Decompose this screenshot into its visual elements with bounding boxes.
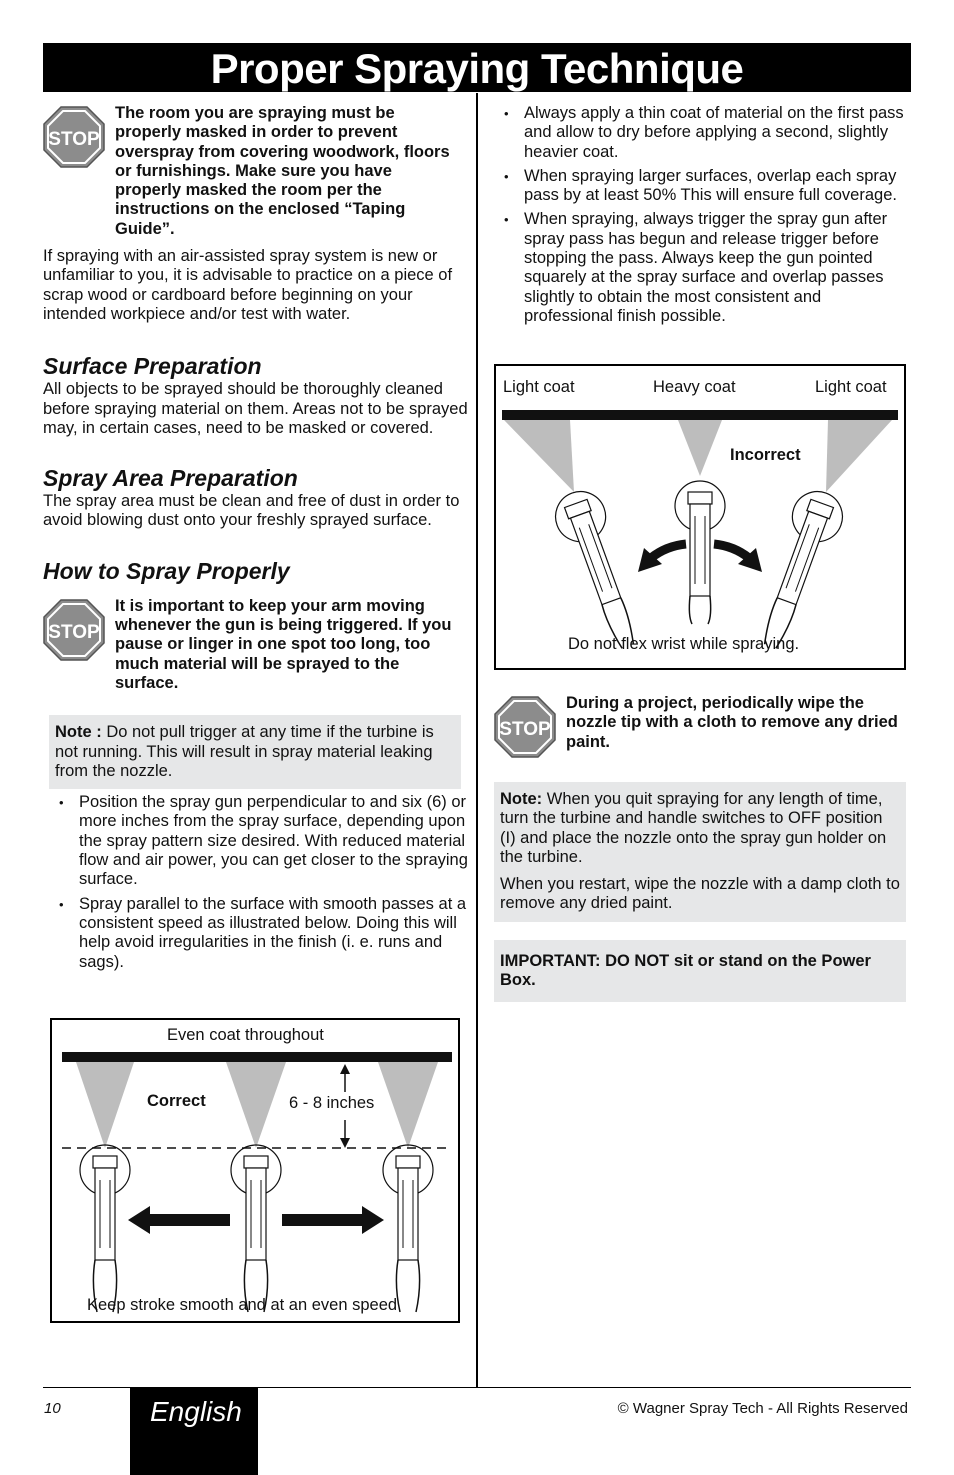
spray-gun-icon [549,485,652,655]
spray-cone [378,1062,438,1148]
arrow-left-icon [128,1206,230,1234]
list-item: • When spraying larger surfaces, overlap each spray pass by at least 50% This will ensure full coverage. [524,167,906,206]
figure-incorrect-technique [494,364,906,670]
figure-bottom-label: Keep stroke smooth and at an even speed [87,1296,398,1314]
note-box [49,715,461,789]
spray-surface-bar [502,410,898,420]
correct-label: Correct [147,1092,206,1110]
language-tab [130,1388,258,1475]
heading-spray-area-preparation: Spray Area Preparation [43,465,298,492]
heavy-coat-label: Heavy coat [653,378,736,396]
spray-gun-icon [231,1145,281,1312]
title-bar [43,43,911,92]
copyright-notice: © Wagner Spray Tech - All Rights Reserved [617,1400,908,1417]
svg-text:STOP: STOP [48,621,100,643]
important-text: IMPORTANT: DO NOT sit or stand on the Power Box. [500,951,871,990]
language-label: English [150,1396,242,1427]
stop-warning-text: It is important to keep your arm moving whenever the gun is being triggered. If you pause or linger in one spot too long, too much material will be sprayed to the surface. [115,596,452,692]
note-box [494,782,906,922]
spray-surface-bar [62,1052,452,1062]
heading-surface-preparation: Surface Preparation [43,353,262,380]
spray-gun-icon [747,485,850,655]
page-title: Proper Spraying Technique [210,45,744,92]
light-coat-right-label: Light coat [815,378,887,396]
svg-text:STOP: STOP [48,129,100,150]
surface-preparation-text: All objects to be sprayed should be thoroughly cleaned before spraying material on them. Areas not to be sprayed may, in certain cases, need to be masked or covered. [43,380,468,437]
spray-area-text: The spray area must be clean and free of dust in order to avoid blowing dust onto your freshly sprayed surface. [43,492,460,530]
note-body: When you quit spraying for any length of time, turn the turbine and handle switches to OFF position (I) and place the nozzle onto the spray gun holder on the turbine. [500,790,887,866]
svg-text:STOP: STOP [499,719,551,740]
note-text [500,790,900,867]
figure-correct-technique [50,1018,460,1323]
curved-arrow-left-icon [651,544,686,558]
incorrect-diagram-svg [496,366,904,668]
spray-cone [678,420,722,476]
heading-how-to-spray: How to Spray Properly [43,557,290,584]
spray-gun-icon [383,1145,433,1312]
right-column [494,104,906,331]
spray-cone [226,1062,286,1148]
intro-paragraph: If spraying with an air-assisted spray system is new or unfamiliar to you, it is advisable to practice on a piece of scrap wood or cardboard before beginning on your intended workpiece and/or test with water. [43,247,453,323]
technique-list [43,793,468,972]
stop-sign-icon [43,599,107,663]
correct-diagram-svg [52,1020,458,1321]
page-number: 10 [44,1400,61,1417]
column-divider [476,93,478,1388]
note-text [55,723,455,781]
stop-warning-text: The room you are spraying must be properly masked in order to prevent overspray from covering woodwork, floors or furnishings. Make sure you have properly masked the room per the instructions on the enclosed “Taping Guide”. [115,104,450,238]
important-box [494,940,906,1003]
list-item: • When spraying, always trigger the spray gun after spray pass has begun and release trigger before stopping the pass. Always keep the gun pointed squarely at the spray surface and overlap passes slightly to obtain the most consistent and professional finish possible. [524,210,906,326]
note-label: Note : [55,723,102,742]
arrow-right-icon [282,1206,384,1234]
incorrect-label: Incorrect [730,446,801,464]
list-item: • Spray parallel to the surface with smooth passes at a consistent speed as illustrated below. Doing this will help avoid irregularities in the finish (i. e. runs and sags). [79,895,468,972]
spray-gun-icon [675,481,725,624]
figure-top-label: Even coat throughout [167,1026,324,1044]
list-item: • Position the spray gun perpendicular to and six (6) or more inches from the spray surface, depending upon the spray pattern size desired. With reduced material flow and air power, you can get closer to the spraying surface. [79,793,468,889]
light-coat-left-label: Light coat [503,378,575,396]
spray-cone [76,1062,134,1148]
stop-warning-masking [43,104,468,239]
spray-cone [504,420,574,492]
stop-sign-icon [494,696,558,760]
spray-gun-icon [80,1145,130,1312]
stop-warning-keep-moving [43,597,468,693]
spray-cone [826,420,892,492]
stop-sign-icon [43,106,107,170]
arrow-up-icon [340,1064,350,1074]
stop-warning-wipe-nozzle [494,694,906,760]
left-column [43,104,468,977]
note-label: Note: [500,790,543,808]
curved-arrow-right-icon [714,544,749,558]
technique-list-continued [494,104,906,326]
right-column-lower [494,694,906,1002]
stop-warning-text: During a project, periodically wipe the nozzle tip with a cloth to remove any dried paint. [566,694,898,751]
note-text-restart: When you restart, wipe the nozzle with a damp cloth to remove any dried paint. [500,875,900,913]
note-body: Do not pull trigger at any time if the turbine is not running. This will result in spray material leaking from the nozzle. [55,723,434,780]
figure-bottom-label: Do not flex wrist while spraying. [568,635,800,653]
list-item: • Always apply a thin coat of material on the first pass and allow to dry before applying a second, slightly heavier coat. [524,104,906,162]
distance-label: 6 - 8 inches [289,1094,375,1112]
arrow-down-icon [340,1138,350,1148]
